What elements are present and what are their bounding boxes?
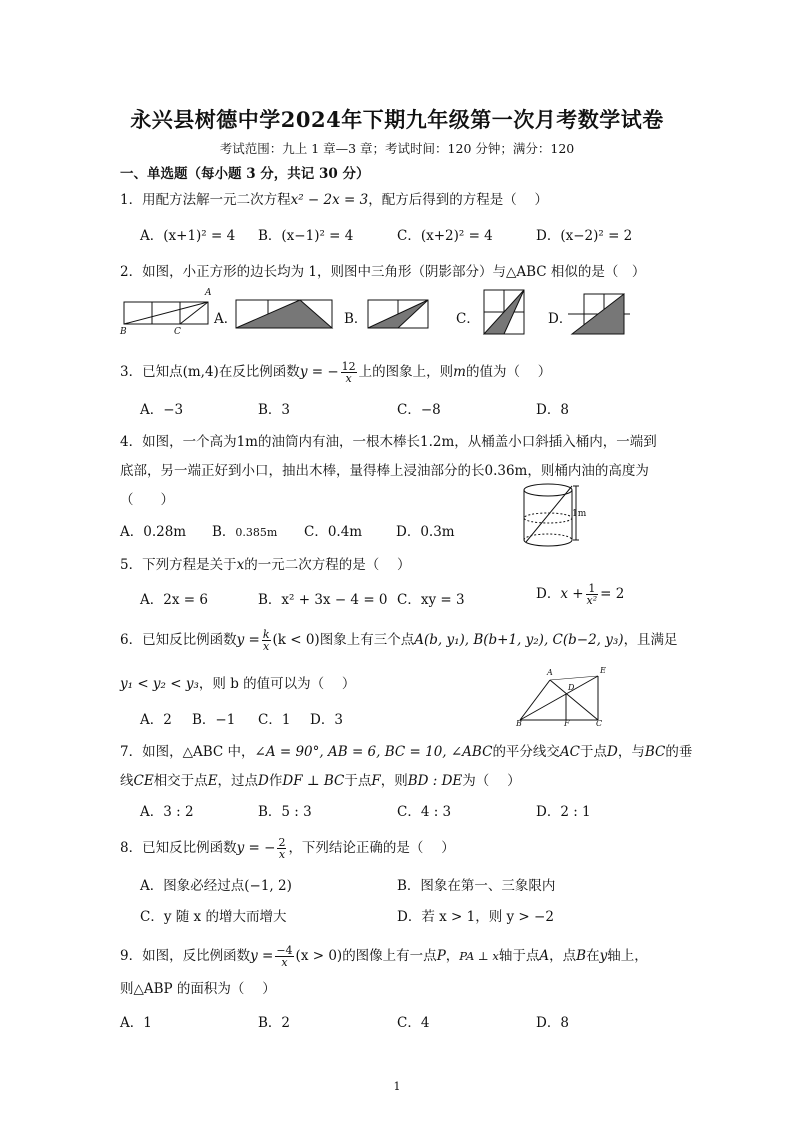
q6-option-c[interactable]: C．1 bbox=[258, 712, 291, 728]
q2-option-d-figure[interactable] bbox=[568, 292, 632, 336]
q7-option-c[interactable]: C．4 : 3 bbox=[397, 804, 452, 820]
question-7-line2: 线CE相交于点E，过点D作DF ⊥ BC于点F，则BD : DE为（ ） bbox=[120, 773, 521, 789]
q2-option-c-figure[interactable] bbox=[482, 288, 528, 338]
q2-reference-figure bbox=[122, 296, 212, 336]
q8-option-d[interactable]: D．若 x > 1，则 y > −2 bbox=[397, 909, 554, 925]
question-9-line2: 则△ABP 的面积为（ ） bbox=[120, 981, 276, 997]
q5-option-a[interactable]: A．2x = 6 bbox=[140, 592, 208, 608]
page-number: 1 bbox=[393, 1080, 401, 1093]
exam-info: 考试范围：九上 1 章—3 章；考试时间：120 分钟；满分：120 bbox=[219, 141, 575, 156]
q4-option-a[interactable]: A．0.28m bbox=[120, 524, 187, 540]
q1-option-c[interactable]: C．(x+2)² = 4 bbox=[397, 228, 493, 244]
q9-option-a[interactable]: A．1 bbox=[120, 1015, 152, 1031]
q2-option-d-label[interactable]: D． bbox=[548, 311, 573, 327]
question-9-stem: 9．如图，反比例函数y = $\frac{-4}{x}$ (x > 0)的图像上有一点P，PA ⊥ x轴于点A，点B在y轴上， bbox=[120, 944, 648, 969]
q2-label-a: A bbox=[205, 288, 212, 298]
q8-option-c[interactable]: C．y 随 x 的增大而增大 bbox=[140, 909, 287, 925]
question-4-line3: （ ） bbox=[120, 492, 174, 508]
q7-label-a: A bbox=[547, 668, 553, 677]
q6-option-a[interactable]: A．2 bbox=[140, 712, 172, 728]
page-title: 永兴县树德中学2024年下期九年级第一次月考数学试卷 bbox=[130, 107, 664, 132]
question-5-stem: 5．下列方程是关于x的一元二次方程的是（ ） bbox=[120, 557, 411, 573]
q2-option-a-figure[interactable] bbox=[234, 298, 334, 330]
q2-label-c: C bbox=[174, 327, 181, 337]
q4-height-label: 1m bbox=[572, 509, 587, 519]
q2-option-b-label[interactable]: B． bbox=[344, 311, 368, 327]
question-4-line1: 4．如图，一个高为1m的油筒内有油，一根木棒长1.2m，从桶盖小口斜插入桶内，一端到 bbox=[120, 434, 657, 450]
q7-label-d: D bbox=[568, 683, 575, 692]
question-1-stem: 1．用配方法解一元二次方程x² − 2x = 3，配方后得到的方程是（ ） bbox=[120, 192, 548, 208]
q9-option-d[interactable]: D．8 bbox=[536, 1015, 569, 1031]
q1-option-b[interactable]: B．(x−1)² = 4 bbox=[258, 228, 354, 244]
question-2-stem: 2．如图，小正方形的边长均为 1，则图中三角形（阴影部分）与△ABC 相似的是（ ） bbox=[120, 264, 646, 280]
question-8-stem: 8．已知反比例函数y = − $\frac{2}{x}$ ，下列结论正确的是（ ） bbox=[120, 836, 455, 861]
q1-option-d[interactable]: D．(x−2)² = 2 bbox=[536, 228, 633, 244]
question-3-stem: 3．已知点(m,4)在反比例函数y = − $\frac{12}{x}$ 上的图象上，则m的值为（ ） bbox=[120, 360, 552, 385]
q6-option-b[interactable]: B．−1 bbox=[192, 712, 236, 728]
q1-equation: x² − 2x = 3 bbox=[290, 192, 369, 208]
q7-label-b: B bbox=[516, 719, 522, 728]
q7-label-f: F bbox=[564, 719, 570, 728]
q7-label-c: C bbox=[596, 719, 603, 728]
q3-option-d[interactable]: D．8 bbox=[536, 402, 569, 418]
q1-option-a[interactable]: A．(x+1)² = 4 bbox=[140, 228, 236, 244]
q7-option-b[interactable]: B．5 : 3 bbox=[258, 804, 312, 820]
q4-option-d[interactable]: D．0.3m bbox=[396, 524, 455, 540]
q9-option-c[interactable]: C．4 bbox=[397, 1015, 430, 1031]
q9-option-b[interactable]: B．2 bbox=[258, 1015, 291, 1031]
q5-option-b[interactable]: B．x² + 3x − 4 = 0 bbox=[258, 592, 388, 608]
q2-label-b: B bbox=[120, 327, 127, 337]
q7-label-e: E bbox=[600, 666, 606, 675]
q3-option-b[interactable]: B．3 bbox=[258, 402, 291, 418]
q2-option-c-label[interactable]: C． bbox=[456, 311, 480, 327]
q3-option-a[interactable]: A．−3 bbox=[140, 402, 184, 418]
q7-option-a[interactable]: A．3 : 2 bbox=[140, 804, 194, 820]
q5-option-c[interactable]: C．xy = 3 bbox=[397, 592, 465, 608]
q8-option-a[interactable]: A．图象必经过点(−1, 2) bbox=[140, 878, 292, 894]
q7-triangle-figure bbox=[516, 672, 606, 726]
q4-option-b[interactable]: B．0.385m bbox=[212, 524, 278, 540]
question-6-stem: 6．已知反比例函数y = $\frac{k}{x}$ (k < 0)图象上有三个点A(b, y₁), B(b+1, y₂), C(b−2, y₃)，且满足 bbox=[120, 628, 678, 653]
question-4-line2: 底部，另一端正好到小口，抽出木棒，量得棒上浸油部分的长0.36m，则桶内油的高度为 bbox=[120, 463, 649, 479]
q2-option-a-label[interactable]: A． bbox=[214, 311, 238, 327]
q3-option-c[interactable]: C．−8 bbox=[397, 402, 441, 418]
q5-option-d[interactable]: D．x + $\frac{1}{\text{x²}}$ = 2 bbox=[536, 582, 625, 607]
question-6-line2: y₁ < y₂ < y₃，则 b 的值可以为（ ） bbox=[120, 676, 356, 692]
question-7-line1: 7．如图，△ABC 中，∠A = 90°, AB = 6, BC = 10, ∠ABC的平分线交AC于点D，与BC的垂 bbox=[120, 744, 693, 760]
q7-option-d[interactable]: D．2 : 1 bbox=[536, 804, 591, 820]
q6-option-d[interactable]: D．3 bbox=[310, 712, 343, 728]
q8-option-b[interactable]: B．图象在第一、三象限内 bbox=[397, 878, 556, 894]
q4-option-c[interactable]: C．0.4m bbox=[304, 524, 363, 540]
q2-option-b-figure[interactable] bbox=[366, 298, 432, 330]
section-heading: 一、单选题（每小题 3 分，共记 30 分） bbox=[120, 166, 370, 182]
